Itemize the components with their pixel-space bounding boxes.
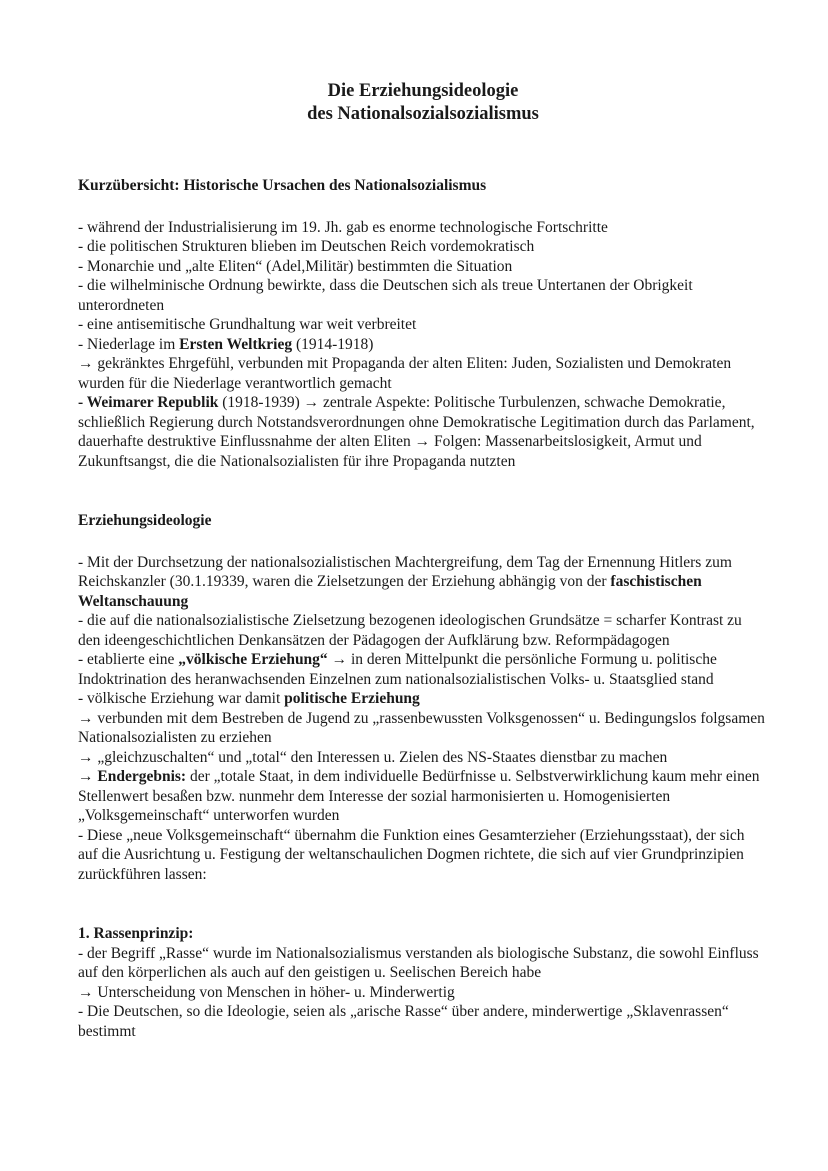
bullet-higher-lower: → Unterscheidung von Menschen in höher- u. Minderwertig xyxy=(78,983,455,1001)
paragraph-ideological-principles: - die auf die nationalsozialistische Zielsetzung bezogenen ideologischen Grundsätze = scharfer Kontrast zu den ideengeschichtlichen Denkansätzen der Pädagogen der Aufklärung bzw. Reformpädagogen xyxy=(78,612,742,649)
paragraph-volksgemeinschaft: - Diese „neue Volksgemeinschaft“ übernahm die Funktion eines Gesamterzieher (Erziehungsstaat), der sich auf die Ausrichtung u. Festigung der weltanschaulichen Dogmen richtete, die sich auf vier Grundprinzipien zurückführen lassen: xyxy=(78,826,745,883)
bullet-aryan-race: - Die Deutschen, so die Ideologie, seien als „arische Rasse“ über andere, minderwertige „Sklavenrassen“ bestimmt xyxy=(78,1003,729,1040)
bullet-wilhelminian-order: - die wilhelminische Ordnung bewirkte, dass die Deutschen sich als treue Untertanen der Obrigkeit unterordneten xyxy=(78,277,693,314)
bold-ersten-weltkrieg: Ersten Weltkrieg xyxy=(179,335,293,353)
paragraph-racial-comrades: → verbunden mit dem Bestreben de Jugend zu „rassenbewussten Volksgenossen“ u. Bedingungslos folgsamen Nationalsozialisten zu erziehen xyxy=(78,709,765,746)
bullet-industrialization: - während der Industrialisierung im 19. Jh. gab es enorme technologische Fortschritte xyxy=(78,218,608,236)
paragraph-seizure-of-power: - Mit der Durchsetzung der nationalsozialistischen Machtergreifung, dem Tag der Ernennung Hitlers zum Reichskanzler (30.1.19339, waren die Zielsetzungen der Erziehung abhängig von der faschistischen Weltanschauung xyxy=(78,553,732,610)
bullet-political-structures: - die politischen Strukturen blieben im Deutschen Reich vordemokratisch xyxy=(78,238,535,255)
document-title xyxy=(78,80,768,126)
paragraph-voelkische-erziehung: - etablierte eine „völkische Erziehung“ → in deren Mittelpunkt die persönliche Formung u. politische Indoktrination des heranwachsenden Einzelnen zum nationalsozialistischen Volks- u. Staatsglied stand xyxy=(78,651,717,688)
bullet-hurt-pride: → gekränktes Ehrgefühl, verbunden mit Propaganda der alten Eliten: Juden, Sozialisten und Demokraten wurden für die Niederlage verantwortlich gemacht xyxy=(78,355,732,392)
bullet-antisemitism: - eine antisemitische Grundhaltung war weit verbreitet xyxy=(78,316,417,333)
bold-endergebnis: → Endergebnis: xyxy=(78,768,187,785)
title-line-1: Die Erziehungsideologie xyxy=(327,81,519,101)
title-line-2: des Nationalsozialsozialismus xyxy=(307,104,539,124)
bold-voelkische-erziehung: „völkische Erziehung“ xyxy=(178,651,328,668)
paragraph-political-education: - völkische Erziehung war damit politische Erziehung xyxy=(78,690,420,707)
section-heading-race-principle: 1. Rassenprinzip: xyxy=(78,925,194,942)
bold-faschistische-weltanschauung: faschistischen Weltanschauung xyxy=(78,573,702,610)
bullet-wwi-defeat: - Niederlage im Ersten Weltkrieg (1914-1918) xyxy=(78,335,374,353)
document-page xyxy=(78,80,768,1041)
paragraph-gleichschaltung: → „gleichzuschalten“ und „total“ den Interessen u. Zielen des NS-Staates dienstbar zu machen xyxy=(78,748,668,766)
bullet-weimar-republic: - Weimarer Republik (1918-1939) → zentrale Aspekte: Politische Turbulenzen, schwache Demokratie, schließlich Regierung durch Notstandsverordnungen ohne Demokratische Legitimation durch das Parlament, dauerhafte destruktive Einflussnahme der alten Eliten → Folgen: Massenarbeitslosigkeit, Armut und Zukunftsangst, die die Nationalsozialisten für ihre Propaganda nutzten xyxy=(78,394,755,470)
bullet-monarchy-elites: - Monarchie und „alte Eliten“ (Adel,Militär) bestimmten die Situation xyxy=(78,257,513,275)
section-heading-education-ideology: Erziehungsideologie xyxy=(78,512,212,529)
paragraph-end-result: → Endergebnis: der „totale Staat, in dem individuelle Bedürfnisse u. Selbstverwirklichung kaum mehr einen Stellenwert besaßen bzw. nunmehr dem Interesse der sozial harmonisierten u. Homogenisierten „Volksgemeinschaft“ unterworfen wurden xyxy=(78,768,760,824)
bold-politische-erziehung: politische Erziehung xyxy=(284,690,420,707)
bullet-race-concept: - der Begriff „Rasse“ wurde im Nationalsozialismus verstanden als biologische Substanz, die sowohl Einfluss auf den körperlichen als auch auf den geistigen u. Seelischen Bereich habe xyxy=(78,944,759,981)
bold-weimarer-republik: - Weimarer Republik xyxy=(78,394,219,411)
section-heading-historical-causes: Kurzübersicht: Historische Ursachen des Nationalsozialismus xyxy=(78,177,487,194)
